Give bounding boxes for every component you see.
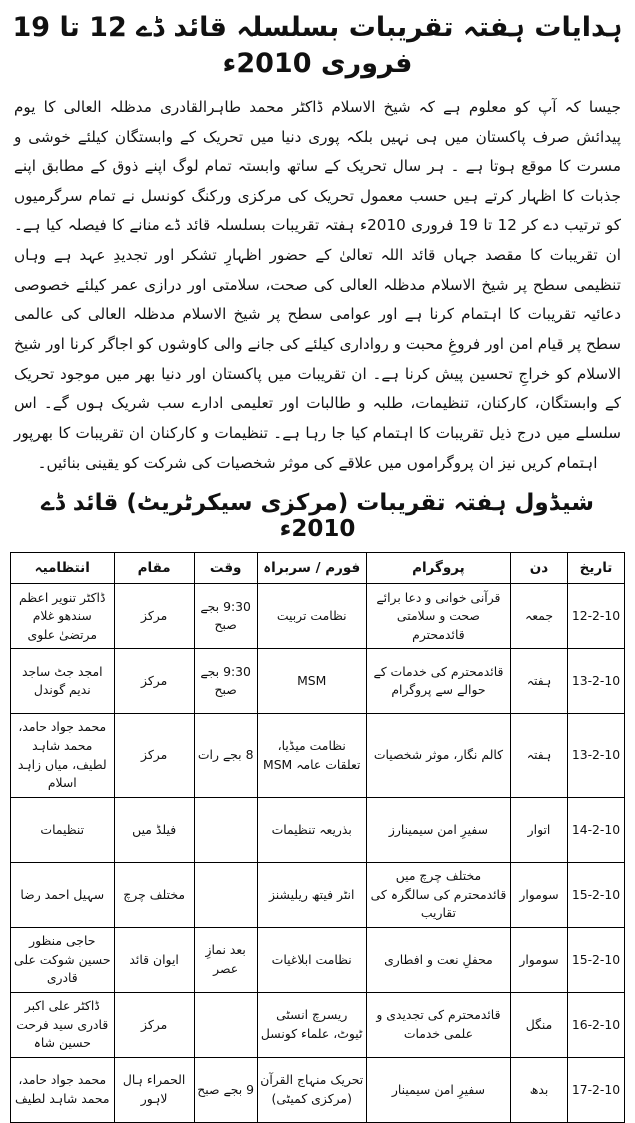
cell-place: الحمراء ہال لاہور xyxy=(114,1057,194,1122)
cell-program: قرآنی خوانی و دعا برائے صحت و سلامتی قائدمحترم xyxy=(366,584,510,649)
cell-admin: ڈاکٹر تنویر اعظم سندھو غلام مرتضیٰ علوی xyxy=(11,584,115,649)
cell-date: 12-2-10 xyxy=(568,584,625,649)
cell-day: ہفتہ xyxy=(511,649,568,714)
cell-place: مختلف چرچ xyxy=(114,862,194,927)
column-header-day: دن xyxy=(511,553,568,584)
cell-program: سفیرِ امن سیمینار xyxy=(366,1057,510,1122)
cell-time: 9:30 بجے صبح xyxy=(194,584,257,649)
cell-admin: ڈاکٹر علی اکبر قادری سید فرحت حسین شاہ xyxy=(11,992,115,1057)
cell-time: 8 بجے رات xyxy=(194,714,257,797)
cell-admin: محمد جواد حامد، محمد شاہد لطیف، میاں زاہد اسلام xyxy=(11,714,115,797)
cell-time: 9 بجے صبح xyxy=(194,1057,257,1122)
cell-date: 17-2-10 xyxy=(568,1057,625,1122)
cell-admin: تنظیمات xyxy=(11,797,115,862)
cell-place: مرکز xyxy=(114,714,194,797)
table-row xyxy=(11,797,625,862)
cell-program: سفیرِ امن سیمینارز xyxy=(366,797,510,862)
body-paragraph: جیسا کہ آپ کو معلوم ہے کہ شیخ الاسلام ڈاکٹر محمد طاہرالقادری مدظلہ العالی کا یوم پیدائش صرف پاکستان میں ہی نہیں بلکہ پوری دنیا میں تحریک کے وابستگان کیلئے خوشی و مسرت کا موقع ہوتا ہے ۔ ہر سال تحریک کے ساتھ وابستہ تمام لوگ اپنے ذوق کے مطابق اپنے جذبات کا اظہار کرتے ہیں حسب معمول تحریک کی مرکزی ورکنگ کونسل نے تمام سرگرمیوں کو ترتیب دے کر 12 تا 19 فروری 2010ء ہفتہ تقریبات بسلسلہ قائد ڈے منانے کا فیصلہ کیا ہے۔ ان تقریبات کا مقصد جہاں قائد اللہ تعالیٰ کے حضور اظہارِ تشکر اور تجدیدِ عہد ہے وہاں تنظیمی سطح پر شیخ الاسلام مدظلہ العالی کی صحت، سلامتی اور درازی عمر کیلئے خصوصی دعائیہ تقریبات کا اہتمام کرنا ہے اور عوامی سطح پر شیخ الاسلام مدظلہ العالی کی عالمی سطح پر قیام امن اور فروغِ محبت و رواداری کیلئے کی جانے والی کاوشوں کو اجاگر کرنا اور شیخ الاسلام کو خراجِ تحسین پیش کرنا ہے۔ ان تقریبات میں پاکستان اور دنیا بھر میں موجود تحریک کے وابستگان، کارکنان، تنظیمات، طلبہ و طالبات اور تعلیمی ادارے سب شریک ہوں گے۔ اس سلسلے میں درج ذیل تقریبات کا اہتمام کیا جا رہا ہے۔ تنظیمات و کارکنان ان تقریبات کا بھرپور اہتمام کریں نیز ان پروگراموں میں علاقے کی موثر شخصیات کی شرکت کو یقینی بنائیں۔ xyxy=(14,97,621,472)
cell-program: قائدمحترم کی تجدیدی و علمی خدمات xyxy=(366,992,510,1057)
column-header-program: پروگرام xyxy=(366,553,510,584)
cell-admin: سہیل احمد رضا xyxy=(11,862,115,927)
cell-forum: بذریعہ تنظیمات xyxy=(257,797,366,862)
table-row xyxy=(11,862,625,927)
cell-time: بعد نمازِ عصر xyxy=(194,927,257,992)
cell-date: 15-2-10 xyxy=(568,862,625,927)
cell-place: مرکز xyxy=(114,584,194,649)
cell-forum: MSM xyxy=(257,649,366,714)
cell-date: 13-2-10 xyxy=(568,649,625,714)
cell-place: مرکز xyxy=(114,649,194,714)
column-header-time: وقت xyxy=(194,553,257,584)
cell-forum: انٹر فیتھ ریلیشنز xyxy=(257,862,366,927)
cell-day: سوموار xyxy=(511,862,568,927)
column-header-date: تاریخ xyxy=(568,553,625,584)
cell-forum: تحریک منہاج القرآن (مرکزی کمیٹی) xyxy=(257,1057,366,1122)
column-header-place: مقام xyxy=(114,553,194,584)
cell-date: 13-2-10 xyxy=(568,714,625,797)
cell-day: بدھ xyxy=(511,1057,568,1122)
cell-time xyxy=(194,862,257,927)
cell-day: سوموار xyxy=(511,927,568,992)
schedule-table xyxy=(10,552,625,1123)
cell-place: مرکز xyxy=(114,992,194,1057)
table-row xyxy=(11,584,625,649)
cell-time xyxy=(194,797,257,862)
table-row xyxy=(11,649,625,714)
table-header-row xyxy=(11,553,625,584)
cell-date: 16-2-10 xyxy=(568,992,625,1057)
cell-date: 15-2-10 xyxy=(568,927,625,992)
cell-program: قائدمحترم کی خدمات کے حوالے سے پروگرام xyxy=(366,649,510,714)
column-header-admin: انتظامیہ xyxy=(11,553,115,584)
cell-program: محفلِ نعت و افطاری xyxy=(366,927,510,992)
cell-forum: ریسرچ انسٹی ٹیوٹ، علماء کونسل xyxy=(257,992,366,1057)
table-row xyxy=(11,992,625,1057)
schedule-title: شیڈول ہفتہ تقریبات (مرکزی سیکرٹریٹ) قائد ڈے 2010ء xyxy=(40,490,595,543)
table-row xyxy=(11,927,625,992)
cell-forum: نظامت ابلاغیات xyxy=(257,927,366,992)
table-body xyxy=(11,584,625,1122)
table-row xyxy=(11,1057,625,1122)
page-title: ہدایات ہفتہ تقریبات بسلسلہ قائد ڈے 12 تا 19 فروری 2010ء xyxy=(12,12,623,80)
cell-admin: حاجی منظور حسین شوکت علی قادری xyxy=(11,927,115,992)
cell-time: 9:30 بجے صبح xyxy=(194,649,257,714)
cell-date: 14-2-10 xyxy=(568,797,625,862)
cell-place: ایوان قائد xyxy=(114,927,194,992)
cell-day: جمعہ xyxy=(511,584,568,649)
cell-admin: محمد جواد حامد، محمد شاہد لطیف xyxy=(11,1057,115,1122)
cell-place: فیلڈ میں xyxy=(114,797,194,862)
cell-day: اتوار xyxy=(511,797,568,862)
cell-program: مختلف چرچ میں قائدمحترم کی سالگرہ کی تقاریب xyxy=(366,862,510,927)
cell-forum: نظامت میڈیا، تعلقات عامہ MSM xyxy=(257,714,366,797)
cell-program: کالم نگار، موثر شخصیات xyxy=(366,714,510,797)
column-header-forum: فورم / سربراہ xyxy=(257,553,366,584)
cell-day: منگل xyxy=(511,992,568,1057)
cell-time xyxy=(194,992,257,1057)
cell-forum: نظامت تربیت xyxy=(257,584,366,649)
cell-day: ہفتہ xyxy=(511,714,568,797)
table-row xyxy=(11,714,625,797)
cell-admin: امجد جٹ ساجد ندیم گوندل xyxy=(11,649,115,714)
